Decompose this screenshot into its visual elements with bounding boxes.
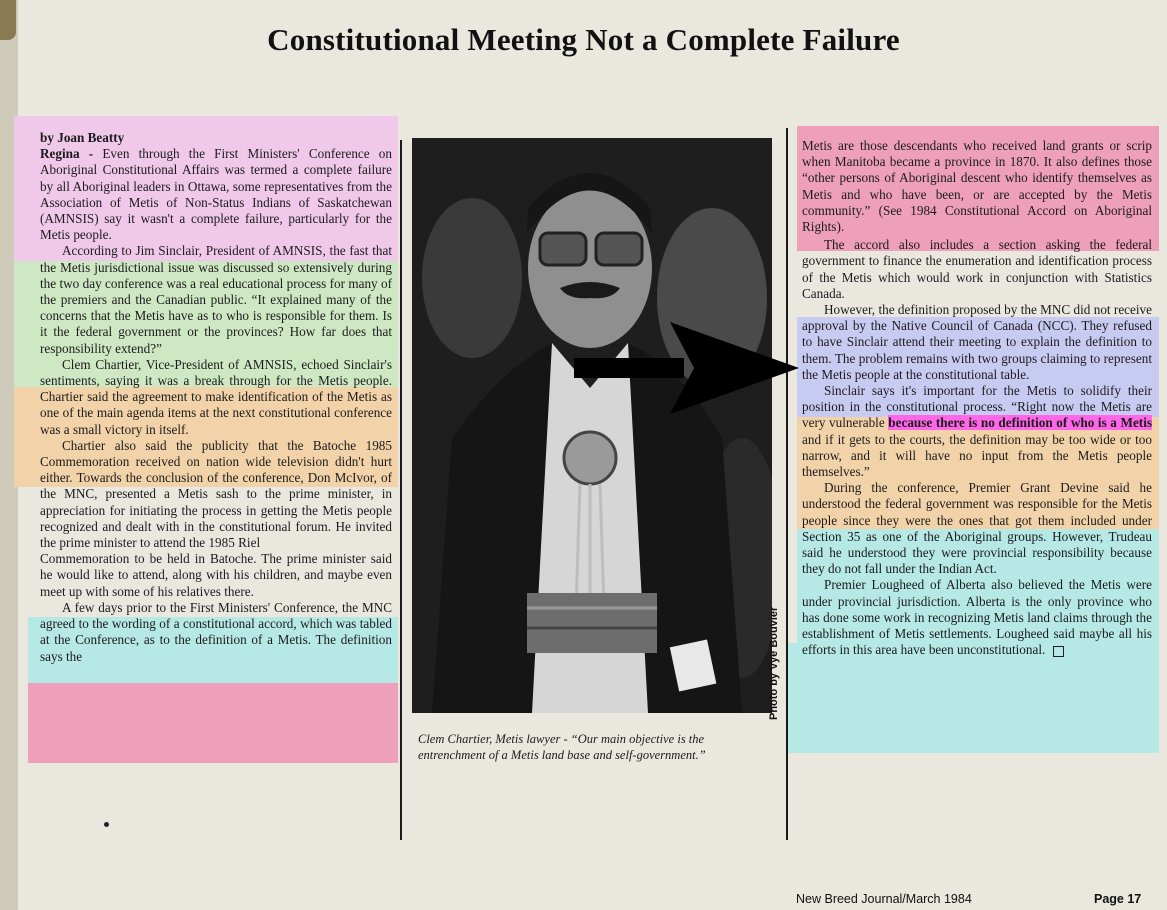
right-column bbox=[802, 138, 1152, 659]
byline-text: by Joan Beatty bbox=[40, 130, 125, 145]
footer-page-number: Page 17 bbox=[1094, 892, 1142, 906]
caption-lead: Clem Chartier, Metis lawyer - bbox=[418, 732, 568, 746]
left-column bbox=[40, 130, 392, 665]
dateline: Regina - bbox=[40, 146, 94, 162]
photo bbox=[412, 138, 772, 713]
headline: Constitutional Meeting Not a Complete Failure bbox=[267, 22, 900, 57]
paragraph-1-text: Even through the First Ministers' Conference on Aboriginal Constitutional Affairs was termed a complete failure by all Aboriginal leaders in Ottawa, some representatives from the Association of Metis of Non-Status Indians of Saskatchewan (AMNSIS) say it wasn't a complete failure, particularly for the Metis people. bbox=[40, 146, 392, 243]
paragraph-2: According to Jim Sinclair, President of AMNSIS, the fast that the Metis jurisdictional issue was discussed so extensively during the two day conference was a real educational process for many of the premiers and the Canadian public. “It explained many of the concerns that the Metis have as to who is responsible for them. Is it the federal government or the provinces? How far does that responsibility extend?” bbox=[40, 243, 392, 356]
paragraph-3: Clem Chartier, Vice-President of AMNSIS, echoed Sinclair's sentiments, saying it was a break through for the Metis people. Chartier said the agreement to make identification of the Metis as one of the main agenda items at the next constitutional conference was a small victory in itself. bbox=[40, 356, 392, 437]
highlight-rose bbox=[28, 683, 398, 763]
right-paragraph-4-start: Sinclair says it's important for the Metis to solidify their position in the constitutional process. “Right now the Metis are very vulnerable bbox=[802, 383, 1152, 431]
paragraph-4b: Commemoration to be held in Batoche. The prime minister said he would like to attend, along with his children, and maybe even meet up with some of his relatives there. bbox=[40, 551, 392, 599]
footer-journal: New Breed Journal/March 1984 bbox=[796, 892, 972, 906]
right-paragraph-4-end: and if it gets to the courts, the definition may be too wide or too narrow, and it will have no input from the Metis people themselves.” bbox=[802, 431, 1152, 480]
column-rule-left bbox=[400, 140, 402, 840]
highlight-green-right bbox=[788, 643, 1159, 753]
byline bbox=[40, 130, 392, 146]
paragraph-4a: Chartier also said the publicity that the Batoche 1985 Commemoration received on nation wide television didn't hurt either. Towards the conclusion of the conference, Don McIvor, of the MNC, presented a Metis sash to the prime minister, in appreciation for initiating the process in getting the Metis people recognized and dealt with in the constitutional forum. He invited the prime minister to attend the 1985 Riel bbox=[40, 437, 392, 551]
stray-dot bbox=[104, 822, 109, 827]
right-paragraph-4 bbox=[802, 383, 1152, 480]
right-paragraph-3: However, the definition proposed by the MNC did not receive approval by the Native Council of Canada (NCC). They refused to have Sinclair attend their meeting to explain the definition to them. The problem remains with two groups claiming to represent the Metis people at the constitutional table. bbox=[802, 302, 1152, 382]
caption-quote: “Our main objective is the entrenchment of a Metis land base and self-government.” bbox=[418, 732, 706, 762]
arrow-icon bbox=[574, 322, 799, 414]
paragraph-5: A few days prior to the First Ministers' Conference, the MNC agreed to the wording of a constitutional accord, which was tabled at the Conference, as to the definition of a Metis. The definition says the bbox=[40, 599, 392, 664]
right-paragraph-6-text: Premier Lougheed of Alberta also believed the Metis were under provincial jurisdiction. Alberta is the only province who has done some work in recognizing Metis land claims through the establishment of Metis settlements. Lougheed said maybe all his efforts in this area have been unconstitutional. bbox=[802, 577, 1152, 658]
right-paragraph-2: The accord also includes a section asking the federal government to finance the enumeration and identification process of the Metis which would work in conjunction with Statistics Canada. bbox=[802, 237, 1152, 301]
right-paragraph-6 bbox=[802, 577, 1152, 658]
photo-credit: Photo by Vye Bouvier bbox=[768, 606, 780, 720]
right-paragraph-1: Metis are those descendants who received land grants or scrip when Manitoba became a province in 1870. It also defines those “other persons of Aboriginal descent who identify themselves as Metis and who have been, or are accepted by the Metis community.” (See 1984 Constitutional Accord on Aboriginal Rights). bbox=[802, 138, 1152, 235]
column-rule-right bbox=[786, 128, 788, 840]
paragraph-1 bbox=[40, 146, 392, 243]
right-paragraph-5: During the conference, Premier Grant Devine said he understood the federal government was responsible for the Metis people since they were the ones that got them included under Section 35 as one of the Aboriginal groups. However, Trudeau said he understood they were provincial responsibility because they do not fall under the Indian Act. bbox=[802, 480, 1152, 577]
portrait-illustration bbox=[412, 138, 772, 713]
photo-caption bbox=[418, 732, 763, 763]
end-mark-icon bbox=[1053, 646, 1064, 657]
highlight-magenta-phrase: because there is no definition of who is a Metis bbox=[888, 415, 1152, 431]
